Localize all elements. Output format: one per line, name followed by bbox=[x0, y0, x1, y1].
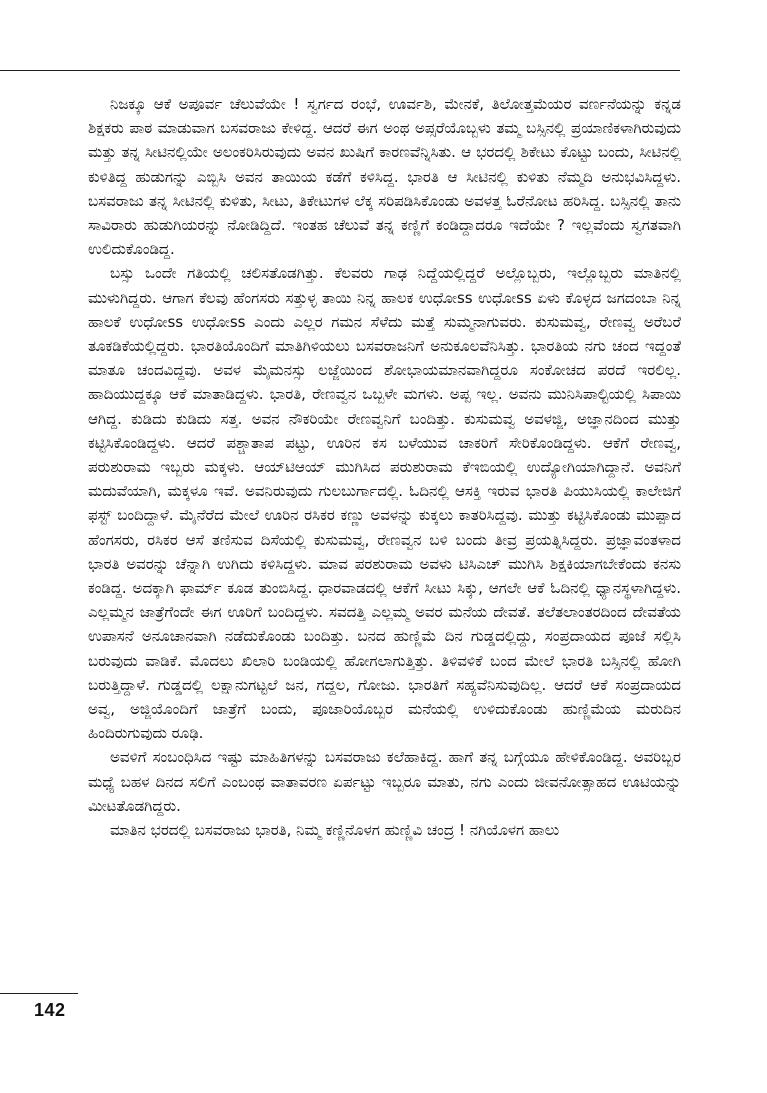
paragraph-4: ಮಾತಿನ ಭರದಲ್ಲಿ ಬಸವರಾಜು ಭಾರತಿ, ನಿಮ್ಮ ಕಣ್ಣಿನೊಳಗ ಹುಣ್ಣಿವಿ ಚಂದ್ರ ! ನಗಿಯೊಳಗ ಹಾಲು bbox=[110, 821, 560, 840]
page-body bbox=[88, 92, 681, 842]
paragraph-1: ನಿಜಕ್ಕೂ ಆಕೆ ಅಪೂರ್ವ ಚೆಲುವೆಯೇ ! ಸ್ವರ್ಗದ ರಂಭೆ, ಊರ್ವಶಿ, ಮೇನಕೆ, ತಿಲೋತ್ತಮೆಯರ ವರ್ಣನೆಯನ್ನು ಕನ್ನಡ ಶಿಕ್ಷಕರು ಪಾಠ ಮಾಡುವಾಗ ಬಸವರಾಜು ಕೇಳಿದ್ದ. ಆದರೆ ಈಗ ಅಂಥ ಅಪ್ಸರೆಯೊಬ್ಬಳು ತಮ್ಮ ಬಸ್ಸಿನಲ್ಲಿ ಪ್ರಯಾಣಿಕಳಾಗಿರುವುದು ಮತ್ತು ತನ್ನ ಸೀಟಿನಲ್ಲಿಯೇ ಅಲಂಕರಿಸಿರುವುದು ಅವನ ಖುಷಿಗೆ ಕಾರಣವೆನ್ನಿಸಿತು. ಆ ಭರದಲ್ಲಿ ಶಿಕೇಟು ಕೊಟ್ಟು ಬಂದು, ಸೀಟಿನಲ್ಲಿ ಕುಳಿತಿದ್ದ ಹುಡುಗನ್ನು ಎಬ್ಬಿಸಿ ಅವನ ತಾಯಿಯ ಕಡೆಗೆ ಕಳಿಸಿದ್ದ. ಭಾರತಿ ಆ ಸೀಟಿನಲ್ಲಿ ಕುಳಿತು ನೆಮ್ಮದಿ ಅನುಭವಿಸಿದ್ದಳು. ಬಸವರಾಜು ತನ್ನ ಸೀಟಿನಲ್ಲಿ ಕುಳಿತು, ಸೀಟು, ತಿಕೇಟುಗಳ ಲೆಕ್ಕ ಸರಿಪಡಿಸಿಕೊಂಡು ಅವಳತ್ತ ಓರೆನೋಟ ಹರಿಸಿದ್ದ. ಬಸ್ಸಿನಲ್ಲಿ ತಾನು ಸಾವಿರಾರು ಹುಡುಗಿಯರನ್ನು ನೋಡಿದ್ದಿದೆ. ಇಂತಹ ಚೆಲುವೆ ತನ್ನ ಕಣ್ಣಿಗೆ ಕಂಡಿದ್ದಾದರೂ ಇದೆಯೇ ? ಇಲ್ಲವೆಂದು ಸ್ವಗತವಾಗಿ ಉಲಿದುಕೊಂಡಿದ್ದ. bbox=[88, 95, 681, 259]
paragraph-3: ಅವಳಿಗೆ ಸಂಬಂಧಿಸಿದ ಇಷ್ಟು ಮಾಹಿತಿಗಳನ್ನು ಬಸವರಾಜು ಕಲೆಹಾಕಿದ್ದ. ಹಾಗೆ ತನ್ನ ಬಗ್ಗೆಯೂ ಹೇಳಿಕೊಂಡಿದ್ದ. ಅವರಿಬ್ಬರ ಮಧ್ಯೆ ಬಹಳ ದಿನದ ಸಲಿಗೆ ಎಂಬಂಥ ವಾತಾವರಣ ಏರ್ಪಟ್ಟು ಇಬ್ಬರೂ ಮಾತು, ನಗು ಎಂದು ಜೀವನೋತ್ಸಾಹದ ಊಟಿಯನ್ನು ಮೀಟತೊಡಗಿದ್ದರು. bbox=[88, 748, 681, 815]
paragraph-2: ಬಸ್ಸು ಒಂದೇ ಗತಿಯಲ್ಲಿ ಚಲಿಸತೊಡಗಿತ್ತು. ಕೆಲವರು ಗಾಢ ನಿದ್ದೆಯಲ್ಲಿದ್ದರೆ ಅಲ್ಲೊಬ್ಬರು, ಇಲ್ಲೊಬ್ಬರು ಮಾತಿನಲ್ಲಿ ಮುಳುಗಿದ್ದರು. ಆಗಾಗ ಕೆಲವು ಹೆಂಗಸರು ಸತ್ತುಳ್ಳ ತಾಯಿ ನಿನ್ನ ಹಾಲಕ ಉಧೋss ಉಧೋss ಏಳು ಕೊಳ್ಳದ ಜಗದಂಬಾ ನಿನ್ನ ಹಾಲಕೆ ಉಧೋss ಉಧೋss ಎಂದು ಎಲ್ಲರ ಗಮನ ಸೆಳೆದು ಮತ್ತೆ ಸುಮ್ಮನಾಗುವರು. ಕುಸುಮವ್ವ, ರೇಣವ್ವ ಅರೆಬರೆ ತೂಕಡಿಕೆಯಲ್ಲಿದ್ದರು. ಭಾರತಿಯೊಂದಿಗೆ ಮಾತಿಗಿಳಿಯಲು ಬಸವರಾಜನಿಗೆ ಅನುಕೂಲವೆನಿಸಿತ್ತು. ಭಾರತಿಯ ನಗು ಚಂದ ಇದ್ದಂತೆ ಮಾತೂ ಚಂದವಿದ್ದವು. ಅವಳ ಮೈಮನಸ್ಸು ಲಜ್ಜೆಯಿಂದ ಶೋಭಾಯಮಾನವಾಗಿದ್ದರೂ ಸಂಕೋಚದ ಪರದೆ ಇರಲಿಲ್ಲ. ಹಾದಿಯುದ್ದಕ್ಕೂ ಆಕೆ ಮಾತಾಡಿದ್ದಳು. ಭಾರತಿ, ರೇಣವ್ವನ ಒಬ್ಬಳೇ ಮಗಳು. ಅಪ್ಪ ಇಲ್ಲ. ಅವನು ಮುನಿಸಿಪಾಲ್ಟಿಯಲ್ಲಿ ಸಿಪಾಯಿ ಆಗಿದ್ದ. ಕುಡಿದು ಕುಡಿದು ಸತ್ತ. ಅವನ ನೌಕರಿಯೇ ರೇಣವ್ವನಿಗೆ ಬಂದಿತ್ತು. ಕುಸುಮವ್ವ ಅವಳಜ್ಜಿ, ಅಜ್ಞಾನದಿಂದ ಮುತ್ತು ಕಟ್ಟಿಸಿಕೊಂಡಿದ್ದಳು. ಆದರೆ ಪಶ್ಚಾತಾಪ ಪಟ್ಟು, ಊರಿನ ಕಸ ಬಳೆಯುವ ಚಾಕರಿಗೆ ಸೇರಿಕೊಂಡಿದ್ದಳು. ಆಕೆಗೆ ರೇಣವ್ವ, ಪರುಶುರಾಮ ಇಬ್ಬರು ಮಕ್ಕಳು. ಆಯ್‌ಟಿಆಯ್ ಮುಗಿಸಿದ ಪರುಶುರಾಮ ಕೆಇಬಿಯಲ್ಲಿ ಉದ್ಯೋಗಿಯಾಗಿದ್ದಾನೆ. ಅವನಿಗೆ ಮದುವೆಯಾಗಿ, ಮಕ್ಕಳೂ ಇವೆ. ಅವನಿರುವುದು ಗುಲಬುರ್ಗಾದಲ್ಲಿ. ಓದಿನಲ್ಲಿ ಆಸಕ್ತಿ ಇರುವ ಭಾರತಿ ಪಿಯುಸಿಯಲ್ಲಿ ಕಾಲೇಜಿಗೆ ಫಸ್ಟ್ ಬಂದಿದ್ದಾಳೆ. ಮೈನೆರೆದ ಮೇಲೆ ಊರಿನ ರಸಿಕರ ಕಣ್ಣು ಅವಳನ್ನು ಕುಕ್ಕಲು ಕಾತರಿಸಿದ್ದವು. ಮುತ್ತು ಕಟ್ಟಿಸಿಕೊಂಡು ಮುಪ್ಪಾದ ಹೆಂಗಸರು, ರಸಿಕರ ಆಸೆ ತಣಿಸುವ ದಿಸೆಯಲ್ಲಿ ಕುಸುಮವ್ವ, ರೇಣವ್ವನ ಬಳಿ ಬಂದು ತೀವ್ರ ಪ್ರಯತ್ನಿಸಿದ್ದರು. ಪ್ರಜ್ಞಾವಂತಳಾದ ಭಾರತಿ ಅವರನ್ನು ಚೆನ್ನಾಗಿ ಉಗಿದು ಕಳಿಸಿದ್ದಳು. ಮಾವ ಪರಶುರಾಮ ಅವಳು ಟಿಸಿಎಚ್ ಮುಗಿಸಿ ಶಿಕ್ಷಕಿಯಾಗಬೇಕೆಂದು ಕನಸು ಕಂಡಿದ್ದ. ಅದಕ್ಕಾಗಿ ಫಾರ್ಮ್ ಕೂಡ ತುಂಬಿಸಿದ್ದ. ಧಾರವಾಡದಲ್ಲಿ ಆಕೆಗೆ ಸೀಟು ಸಿಕ್ಕು, ಆಗಲೇ ಆಕೆ ಓದಿನಲ್ಲಿ ಧ್ಯಾನಸ್ಥಳಾಗಿದ್ದಳು. ಎಲ್ಲಮ್ಮನ ಜಾತ್ರೆಗೆಂದೇ ಈಗ ಊರಿಗೆ ಬಂದಿದ್ದಳು. ಸವದತ್ತಿ ಎಲ್ಲಮ್ಮ ಅವರ ಮನೆಯ ದೇವತೆ. ತಲೆತಲಾಂತರದಿಂದ ದೇವತೆಯ ಉಪಾಸನೆ ಅನೂಚಾನವಾಗಿ ನಡೆದುಕೊಂಡು ಬಂದಿತ್ತು. ಬನದ ಹುಣ್ಣಿಮೆ ದಿನ ಗುಡ್ಡದಲ್ಲಿದ್ದು, ಸಂಪ್ರದಾಯದ ಪೂಜೆ ಸಲ್ಲಿಸಿ ಬರುವುದು ವಾಡಿಕೆ. ಮೊದಲು ಖಿಲಾರಿ ಬಂಡಿಯಲ್ಲಿ ಹೋಗಲಾಗುತ್ತಿತ್ತು. ತಿಳಿವಳಿಕೆ ಬಂದ ಮೇಲೆ ಭಾರತಿ ಬಸ್ಸಿನಲ್ಲಿ ಹೋಗಿ ಬರುತ್ತಿದ್ದಾಳೆ. ಗುಡ್ಡದಲ್ಲಿ ಲಕ್ಷಾನುಗಟ್ಟಲೆ ಜನ, ಗದ್ದಲ, ಗೋಜು. ಭಾರತಿಗೆ ಸಹ್ಯವೆನಿಸುವುದಿಲ್ಲ. ಆದರೆ ಆಕೆ ಸಂಪ್ರದಾಯದ ಅವ್ವ, ಅಜ್ಜಿಯೊಂದಿಗೆ ಜಾತ್ರೆಗೆ ಬಂದು, ಪೂಜಾರಿಯೊಬ್ಬರ ಮನೆಯಲ್ಲಿ ಉಳಿದುಕೊಂಡು ಹುಣ್ಣಿಮೆಯ ಮರುದಿನ ಹಿಂದಿರುಗುವುದು ರೂಢಿ. bbox=[88, 264, 681, 743]
header-rule bbox=[0, 70, 680, 71]
footer-rule bbox=[0, 993, 78, 994]
page-number: 142 bbox=[34, 1000, 66, 1020]
